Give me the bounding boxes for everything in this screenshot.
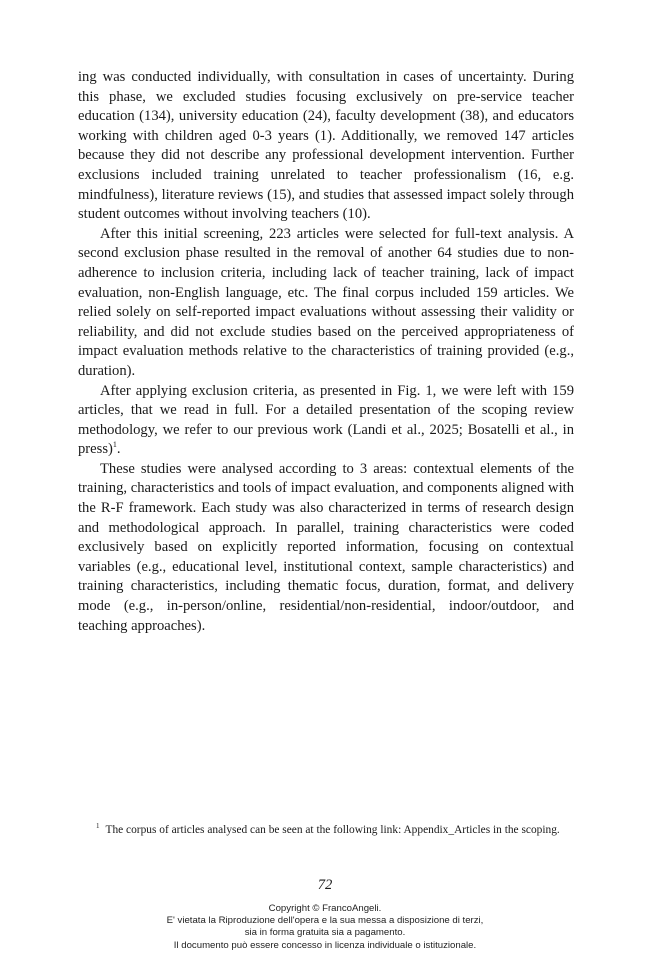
copyright-line-3: sia in forma gratuita sia a pagamento. [244, 927, 406, 939]
footnote-number: 1 [96, 822, 100, 831]
paragraph-4: These studies were analysed according to 3 areas: contextual elements of the training, characteristics and tools of impact evaluation, and components aligned with the R-F framework. Each study was also characterized in terms of research design and methodological approach. In parallel, training characteristics were coded exclusively based on explicitly reported information, focusing on contextual variables (e.g., educational level, institutional context, sample characteristics) and training characteristics, including thematic focus, duration, format, and delivery mode (e.g., in-person/online, residential/non-residential, indoor/outdoor, and teaching approaches). [78, 460, 574, 634]
paragraph-3 [78, 382, 574, 460]
copyright-notice [0, 903, 650, 952]
paragraph-3-end: . [116, 441, 121, 458]
paragraph-3-text: After applying exclusion criteria, as presented in Fig. 1, we were left with 159 articles, that we read in full. For a detailed presentation of the scoping review methodology, we refer to our previous work (Landi et al., 2025; Bosatelli et al., in press) [78, 382, 574, 458]
copyright-line-2: E' vietata la Riproduzione dell'opera e la sua messa a disposizione di terzi, [166, 915, 484, 927]
body-text [78, 68, 574, 636]
footnote-text: The corpus of articles analysed can be seen at the following link: Appendix_Articles in the scoping. [105, 824, 560, 836]
paragraph-2: After this initial screening, 223 articles were selected for full-text analysis. A second exclusion phase resulted in the removal of another 64 studies due to non-adherence to inclusion criteria, including lack of teacher training, lack of impact evaluation, non-English language, etc. The final corpus included 159 articles. We relied solely on self-reported impact evaluations without assessing their validity or reliability, and did not exclude studies based on the perceived appropriateness of impact evaluation methods relative to the characteristics of training provided (e.g., duration). [78, 225, 574, 379]
paragraph-1: ing was conducted individually, with consultation in cases of uncertainty. During this phase, we excluded studies focusing exclusively on pre-service teacher education (134), university education (24), faculty development (38), and educators working with children aged 0-3 years (1). Additionally, we removed 147 articles because they did not describe any professional development intervention. Further exclusions included training unrelated to teacher professionalism (16, e.g. mindfulness), literature reviews (15), and studies that assessed impact solely through student outcomes without involving teachers (10). [78, 69, 574, 223]
copyright-line-1: Copyright © FrancoAngeli. [268, 903, 382, 914]
footnote-marker: 1 [112, 440, 117, 450]
footnote [78, 822, 574, 839]
copyright-line-4: Il documento può essere concesso in licenza individuale o istituzionale. [173, 939, 477, 951]
page-number: 72 [317, 877, 333, 893]
